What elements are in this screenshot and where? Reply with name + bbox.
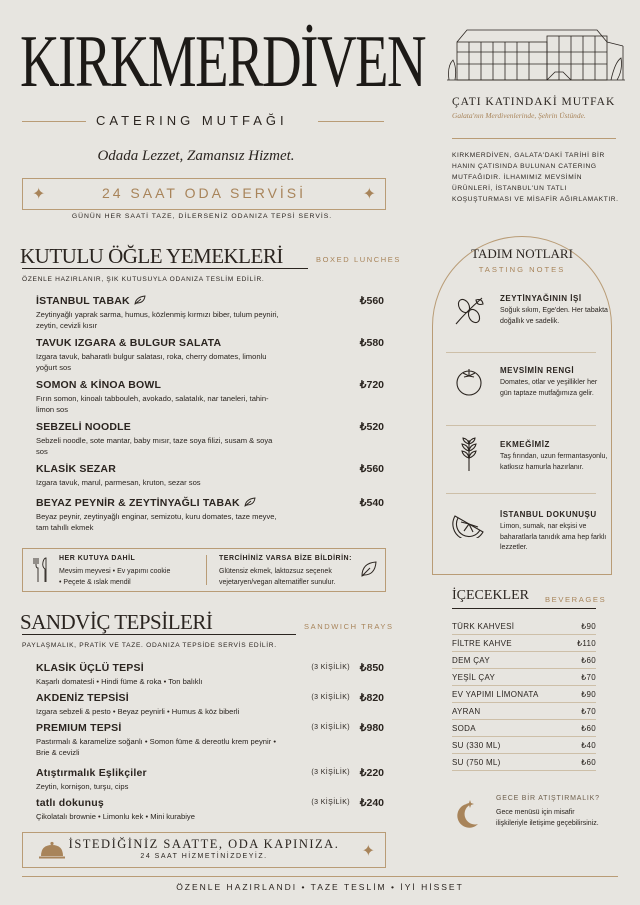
- list-item: [36, 497, 386, 533]
- about-title: ÇATI KATINDAKİ MUTFAK: [452, 96, 616, 108]
- item-name: AKDENİZ TEPSİSİ: [36, 692, 129, 704]
- table-row: [452, 758, 596, 767]
- divider: [318, 121, 384, 122]
- divider: [452, 138, 616, 139]
- item-name: SOMON & KİNOA BOWL: [36, 379, 162, 391]
- cutlery-icon: [33, 557, 49, 583]
- beverage-name: SODA: [452, 724, 476, 733]
- item-price: ₺560: [359, 463, 384, 475]
- olive-icon: [452, 294, 486, 328]
- note-text: Domates, otlar ve yeşillikler her gün taptaze mutfağımıza gelir.: [500, 379, 598, 397]
- item-name: BEYAZ PEYNİR & ZEYTİNYAĞLI TABAK: [36, 497, 240, 509]
- item-description: Izgara tavuk, baharatlı bulgur salatası, roka, cherry domates, limonlu yoğurt sos: [36, 352, 267, 372]
- room-service-note: GÜNÜN HER SAATİ TAZE, DİLERSENİZ ODANIZA TEPSİ SERVİS.: [71, 213, 333, 220]
- table-row: [452, 639, 596, 648]
- item-price: ₺560: [359, 295, 384, 307]
- list-item: [36, 421, 386, 457]
- item-name: PREMIUM TEPSİ: [36, 722, 122, 734]
- item-price: ₺540: [359, 497, 384, 509]
- note-title: ZEYTİNYAĞININ İŞİ: [500, 294, 582, 303]
- item-description: Pastırmalı & karamelize soğanlı • Somon füme & dereotlu krem peynir • Brie & cevizli: [36, 737, 276, 757]
- section-tag-trays: SANDWICH TRAYS: [304, 622, 394, 631]
- note-title: EKMEĞİMİZ: [500, 440, 550, 449]
- night-snack-title: GECE BİR ATIŞTIRMALIK?: [496, 795, 600, 802]
- beverage-price: ₺90: [581, 622, 596, 631]
- table-row: [452, 622, 596, 631]
- sparkle-icon: ✦: [361, 843, 375, 860]
- item-name: KLASİK SEZAR: [36, 463, 116, 475]
- brand-subtitle: CATERING MUTFAĞI: [96, 113, 288, 128]
- included-line: Mevsim meyvesi • Ev yapımı cookie: [59, 568, 171, 575]
- list-item: [36, 797, 386, 822]
- item-quantity: (3 KİŞİLİK): [311, 769, 350, 776]
- divider: [452, 719, 596, 720]
- item-price: ₺720: [359, 379, 384, 391]
- item-description: Zeytinyağlı yaprak sarma, humus, közlenmiş kırmızı biber, tulum peyniri, zeytin, cevizli kısır: [36, 310, 279, 330]
- item-price: ₺580: [359, 337, 384, 349]
- item-description: Çikolatalı brownie • Limonlu kek • Mini kurabiye: [36, 812, 195, 821]
- beverage-price: ₺60: [581, 724, 596, 733]
- table-row: [452, 741, 596, 750]
- note-text: Soğuk sıkım, Ege'den. Her tabakta doğallık ve sadelik.: [500, 307, 608, 325]
- leaf-icon: [244, 497, 257, 507]
- beverage-name: DEM ÇAY: [452, 656, 490, 665]
- item-price: ₺850: [359, 662, 384, 674]
- note-title: İSTANBUL DOKUNUŞU: [500, 510, 597, 519]
- divider: [446, 425, 596, 426]
- divider: [22, 121, 86, 122]
- lemon-icon: [452, 508, 486, 538]
- item-quantity: (3 KİŞİLİK): [311, 724, 350, 731]
- sparkle-icon: ✦: [32, 186, 46, 203]
- note-text: Taş fırından, uzun fermantasyonlu, katkısız hamurla hazırlanır.: [500, 453, 608, 471]
- beverage-price: ₺40: [581, 741, 596, 750]
- beverage-price: ₺70: [581, 673, 596, 682]
- section-note-boxed: ÖZENLE HAZIRLANIR, ŞIK KUTUSUYLA ODANIZA TESLİM EDİLİR.: [22, 276, 265, 283]
- item-name: TAVUK IZGARA & BULGUR SALATA: [36, 337, 222, 349]
- tasting-subtitle: TASTING NOTES: [478, 265, 566, 274]
- item-price: ₺820: [359, 692, 384, 704]
- section-title-boxed: KUTULU ÖĞLE YEMEKLERİ: [20, 244, 283, 268]
- divider: [452, 634, 596, 635]
- divider: [452, 685, 596, 686]
- divider: [452, 702, 596, 703]
- table-row: [452, 656, 596, 665]
- included-line: • Peçete & ıslak mendil: [59, 579, 131, 586]
- beverage-name: TÜRK KAHVESİ: [452, 622, 515, 631]
- item-description: Izgara tavuk, marul, parmesan, kruton, sezar sos: [36, 478, 201, 487]
- leaf-icon: [359, 559, 379, 579]
- divider: [446, 493, 596, 494]
- beverage-name: AYRAN: [452, 707, 481, 716]
- tagline: Odada Lezzet, Zamansız Hizmet.: [97, 148, 295, 164]
- section-note-trays: PAYLAŞMALIK, PRATİK VE TAZE. ODANIZA TEPSİDE SERVİS EDİLİR.: [22, 642, 277, 649]
- beverages-tag: BEVERAGES: [545, 595, 607, 604]
- diet-title: TERCİHİNİZ VARSA BİZE BİLDİRİN:: [219, 555, 352, 562]
- item-name: SEBZELİ NOODLE: [36, 421, 131, 433]
- table-row: [452, 690, 596, 699]
- divider: [452, 668, 596, 669]
- footer-text: ÖZENLE HAZIRLANDI • TAZE TESLİM • İYİ HİSSET: [176, 882, 464, 892]
- item-quantity: (3 KİŞİLİK): [311, 664, 350, 671]
- item-description: Beyaz peynir, zeytinyağlı enginar, semizotu, kuru domates, taze meyve, tam tahıllı ekmek: [36, 512, 277, 532]
- item-name: KLASİK ÜÇLÜ TEPSİ: [36, 662, 144, 674]
- leaf-icon: [134, 295, 147, 305]
- tasting-title: TADIM NOTLARI: [471, 246, 573, 261]
- item-name: İSTANBUL TABAK: [36, 295, 130, 307]
- beverage-name: FİLTRE KAHVE: [452, 639, 512, 648]
- included-title: HER KUTUYA DAHİL: [59, 555, 136, 562]
- divider: [446, 352, 596, 353]
- delivery-subtitle: 24 SAAT HİZMETİNİZDEYİZ.: [140, 853, 268, 860]
- item-description: Kaşarlı domatesli • Hindi füme & roka • Ton balıklı: [36, 677, 203, 686]
- list-item: [36, 662, 386, 687]
- building-illustration-icon: [447, 22, 625, 84]
- note-text: Limon, sumak, nar ekşisi ve baharatlarla tanıdık ama hep farklı lezzetler.: [500, 523, 607, 552]
- beverages-title: İÇECEKLER: [452, 588, 529, 603]
- item-description: Sebzeli noodle, sote mantar, baby mısır, taze soya filizi, susam & soya sos: [36, 436, 273, 456]
- item-price: ₺520: [359, 421, 384, 433]
- section-title-trays: SANDVİÇ TEPSİLERİ: [20, 610, 213, 634]
- list-item: [36, 722, 386, 758]
- item-name: Atıştırmalık Eşlikçiler: [36, 767, 147, 779]
- note-title: MEVSİMİN RENGİ: [500, 366, 575, 375]
- item-price: ₺240: [359, 797, 384, 809]
- beverage-price: ₺60: [581, 656, 596, 665]
- beverage-price: ₺90: [581, 690, 596, 699]
- list-item: [36, 692, 386, 717]
- list-item: [36, 337, 386, 373]
- table-row: [452, 724, 596, 733]
- moon-icon: [452, 798, 482, 830]
- wheat-icon: [454, 436, 484, 472]
- divider: [452, 753, 596, 754]
- tomato-icon: [452, 364, 486, 398]
- beverage-name: SU (750 ML): [452, 758, 501, 767]
- divider: [452, 770, 596, 771]
- divider: [452, 651, 596, 652]
- list-item: [36, 295, 386, 331]
- divider: [206, 555, 207, 585]
- item-description: Zeytin, kornişon, turşu, cips: [36, 782, 129, 791]
- item-description: Izgara sebzeli & pesto • Beyaz peynirli • Humus & köz biberli: [36, 707, 240, 716]
- included-box: [22, 548, 386, 592]
- item-quantity: (3 KİŞİLİK): [311, 694, 350, 701]
- item-name: tatlı dokunuş: [36, 797, 104, 809]
- delivery-title: İSTEDİĞİNİZ SAATTE, ODA KAPINIZA.: [68, 837, 340, 851]
- divider: [452, 608, 596, 609]
- delivery-banner: [22, 832, 386, 868]
- item-price: ₺980: [359, 722, 384, 734]
- about-subtitle: Galata'nın Merdivenlerinde, Şehrin Üstünde.: [452, 111, 586, 120]
- list-item: [36, 379, 386, 415]
- beverage-price: ₺60: [581, 758, 596, 767]
- beverage-price: ₺110: [576, 639, 596, 648]
- list-item: [36, 767, 386, 792]
- room-service-title: 24 SAAT ODA SERVİSİ: [101, 185, 307, 201]
- beverage-name: SU (330 ML): [452, 741, 501, 750]
- room-service-banner: [22, 178, 386, 210]
- beverage-name: YEŞİL ÇAY: [452, 673, 496, 682]
- section-tag-boxed: BOXED LUNCHES: [316, 255, 401, 264]
- divider: [22, 268, 308, 269]
- table-row: [452, 707, 596, 716]
- divider: [452, 736, 596, 737]
- divider: [22, 634, 296, 635]
- item-description: Fırın somon, kinoalı tabbouleh, avokado, salatalık, nar taneleri, tahin-limon sos: [36, 394, 269, 414]
- table-row: [452, 673, 596, 682]
- divider: [22, 876, 618, 877]
- list-item: [36, 463, 386, 488]
- sparkle-icon: ✦: [362, 186, 376, 203]
- about-description: KIRKMERDİVEN, GALATA'DAKİ TARİHİ BİR HANIN ÇATISINDA BULUNAN CATERING MUTFAĞIDIR. İLHAMIMIZ MEVSİMİN ÜRÜNLERİ, İSTANBUL'UN TATLI KOŞUŞTURMASI VE MİSAFİR AĞIRLAMAKTIR.: [452, 152, 619, 203]
- night-snack-text: Gece menüsü için misafir ilişkileriyle iletişime geçebilirsiniz.: [496, 809, 599, 827]
- beverage-name: EV YAPIMI LİMONATA: [452, 690, 539, 699]
- diet-text: Glütensiz ekmek, laktozsuz seçenek vejetaryen/vegan alternatifler sunulur.: [219, 568, 336, 586]
- beverage-price: ₺70: [581, 707, 596, 716]
- brand-logo: KIRKMERDİVEN: [20, 21, 426, 103]
- item-quantity: (3 KİŞİLİK): [311, 799, 350, 806]
- item-price: ₺220: [359, 767, 384, 779]
